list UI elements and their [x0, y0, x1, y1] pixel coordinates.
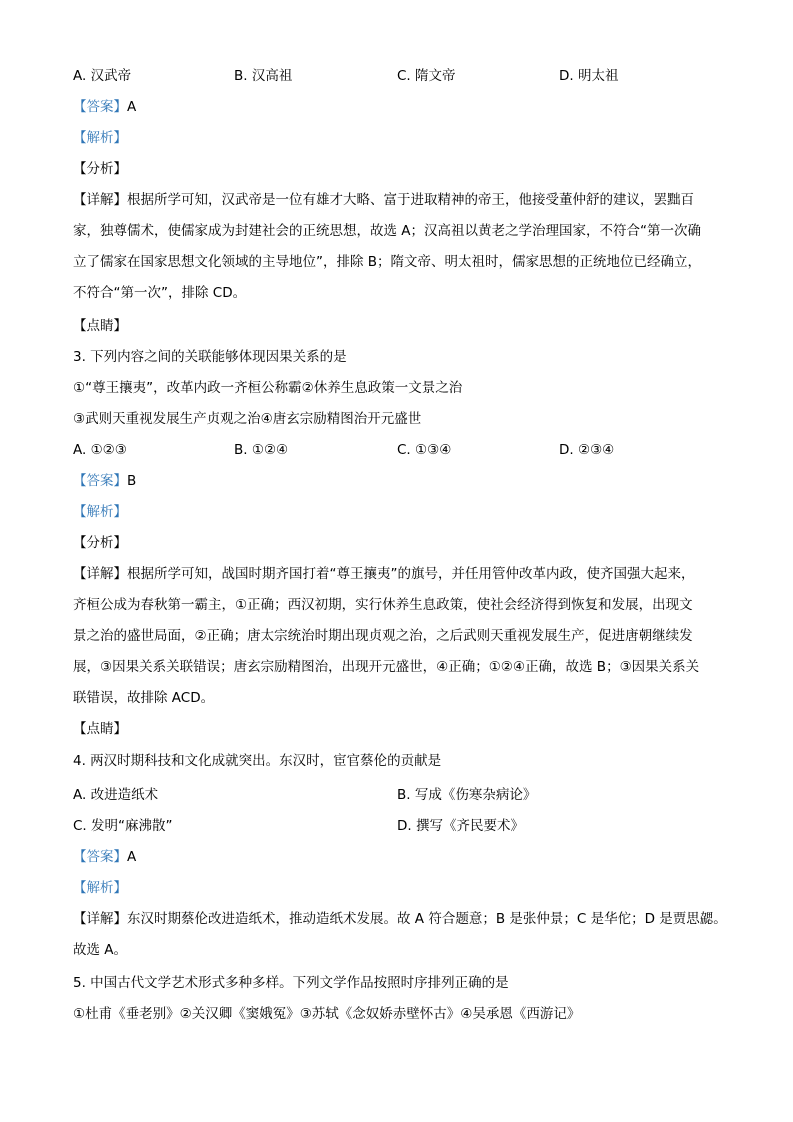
answer-tag: 【答案】: [73, 849, 127, 865]
answer-tag: 【答案】: [73, 473, 127, 489]
xiangjie-line: 根据所学可知，汉武帝是一位有雄才大略、富于进取精神的帝王，他接受董仲舒的建议，罢黜百: [127, 192, 694, 208]
fenxi-tag: 【分析】: [73, 161, 127, 177]
xiangjie-line: 联错误，故排除 ACD。: [73, 690, 215, 706]
question-stem: 3. 下列内容之间的关联能够体现因果关系的是: [73, 349, 347, 365]
xiangjie-line: 根据所学可知，战国时期齐国打着“尊王攘夷”的旗号，并任用管仲改革内政，使齐国强大起来，: [127, 566, 695, 582]
answer-line: [73, 97, 136, 117]
question-items: ③武则天重视发展生产贞观之治④唐玄宗励精图治开元盛世: [73, 411, 422, 427]
option-d: D. 明太祖: [559, 68, 619, 84]
answer-value: A: [127, 99, 137, 115]
xiangjie-line: 齐桓公成为春秋第一霸主，①正确；西汉初期，实行休养生息政策，使社会经济得到恢复和发展，出现文: [73, 597, 693, 613]
xiangjie-paragraph: [73, 904, 727, 966]
xiangjie-paragraph: [73, 185, 723, 309]
question-stem: 5. 中国古代文学艺术形式多种多样。下列文学作品按照时序排列正确的是: [73, 975, 509, 991]
question-items: ①“尊王攘夷”，改革内政一齐桓公称霸②休养生息政策一文景之治: [73, 380, 463, 396]
dianjing-tag: 【点睛】: [73, 721, 127, 737]
xiangjie-line: 东汉时期蔡伦改进造纸术，推动造纸术发展。故 A 符合题意；B 是张仲景；C 是华佗；D 是贾思勰。: [127, 911, 727, 927]
xiangjie-tag: 【详解】: [73, 192, 127, 208]
answer-value: A: [127, 849, 137, 865]
dianjing-tag: 【点睛】: [73, 318, 127, 334]
xiangjie-line: 不符合“第一次”，排除 CD。: [73, 285, 247, 301]
jiexi-tag: 【解析】: [73, 504, 127, 520]
question-stem: 4. 两汉时期科技和文化成就突出。东汉时，宦官蔡伦的贡献是: [73, 753, 442, 769]
fenxi-tag: 【分析】: [73, 535, 127, 551]
question-items: ①杜甫《垂老别》②关汉卿《窦娥冤》③苏轼《念奴娇赤壁怀古》④吴承恩《西游记》: [73, 1006, 581, 1022]
answer-tag: 【答案】: [73, 99, 127, 115]
option-b: B. 汉高祖: [234, 68, 293, 84]
answer-line: [73, 471, 136, 491]
xiangjie-tag: 【详解】: [73, 566, 127, 582]
option-d: D. 撰写《齐民要术》: [397, 818, 524, 834]
option-a: A. 改进造纸术: [73, 787, 159, 803]
option-d: D. ②③④: [559, 442, 615, 458]
option-c: C. 发明“麻沸散”: [73, 818, 173, 834]
jiexi-tag: 【解析】: [73, 880, 127, 896]
option-a: A. 汉武帝: [73, 68, 132, 84]
xiangjie-line: 展，③因果关系关联错误；唐玄宗励精图治，出现开元盛世，④正确；①②④正确，故选 B；③因果关系关: [73, 659, 700, 675]
xiangjie-line: 立了儒家在国家思想文化领域的主导地位”，排除 B；隋文帝、明太祖时，儒家思想的正统地位已经确立，: [73, 254, 702, 270]
xiangjie-line: 故选 A。: [73, 942, 128, 958]
answer-value: B: [127, 473, 137, 489]
xiangjie-line: 景之治的盛世局面，②正确；唐太宗统治时期出现贞观之治，之后武则天重视发展生产，促进唐朝继续发: [73, 628, 693, 644]
option-b: B. 写成《伤寒杂病论》: [397, 787, 537, 803]
xiangjie-tag: 【详解】: [73, 911, 127, 927]
option-c: C. 隋文帝: [397, 68, 456, 84]
option-b: B. ①②④: [234, 442, 289, 458]
xiangjie-paragraph: [73, 559, 723, 714]
option-c: C. ①③④: [397, 442, 452, 458]
option-a: A. ①②③: [73, 442, 127, 458]
answer-line: [73, 847, 136, 867]
jiexi-tag: 【解析】: [73, 130, 127, 146]
xiangjie-line: 家，独尊儒术，使儒家成为封建社会的正统思想，故选 A；汉高祖以黄老之学治理国家，不符合“第一次确: [73, 223, 702, 239]
